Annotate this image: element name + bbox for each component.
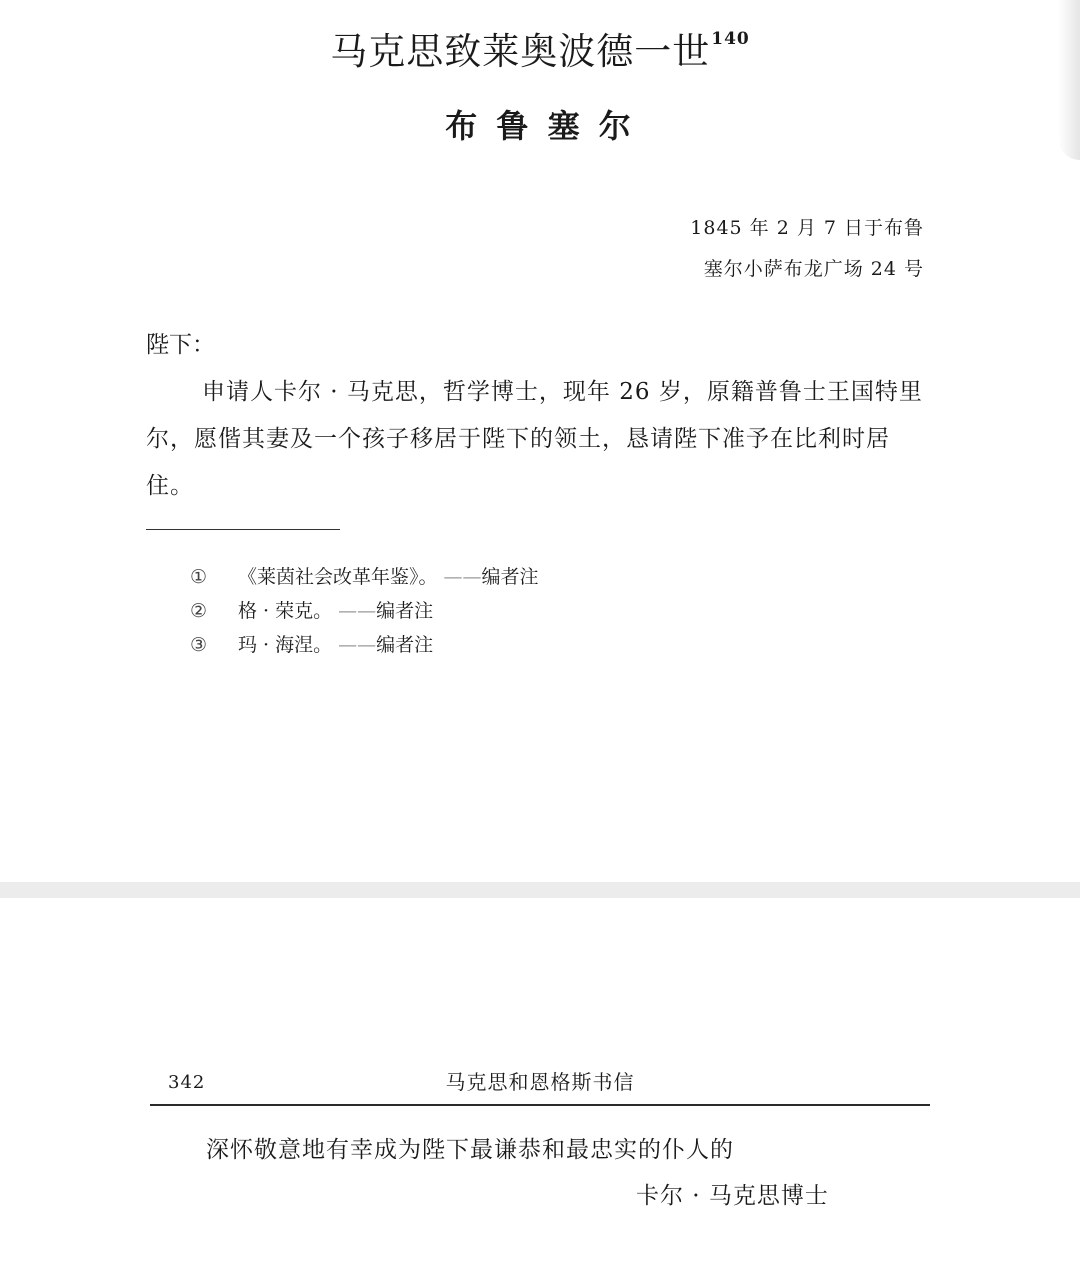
- footnote-text: 《莱茵社会改革年鉴》。: [238, 566, 438, 588]
- letter-signature: 卡尔 · 马克思博士: [636, 1183, 829, 1209]
- salutation: 陛下：: [146, 332, 215, 358]
- dateline-address: 塞尔小萨布龙广场 24 号: [703, 258, 924, 280]
- footnote-marker: ①: [190, 566, 208, 588]
- letter-place: 布 鲁 塞 尔: [445, 107, 635, 145]
- footnote-item: [190, 594, 539, 628]
- page-number: 342: [168, 1072, 206, 1093]
- footnote-marker: ②: [190, 600, 208, 622]
- running-head: 马克思和恩格斯书信: [445, 1070, 635, 1094]
- title-note-number: 140: [711, 29, 750, 49]
- footnote-divider: [146, 529, 340, 530]
- footnote-text: 格 · 荣克。: [238, 600, 333, 622]
- footnote-item: [190, 628, 539, 662]
- letter-title: [0, 14, 1080, 77]
- footnote-editor-note: —— 编者注: [444, 560, 539, 594]
- dateline-date: 1845 年 2 月 7 日于布鲁: [690, 217, 924, 239]
- footnotes: [190, 560, 539, 662]
- page-separator: [0, 882, 1080, 898]
- footnote-marker: ③: [190, 634, 208, 656]
- header-rule: [150, 1104, 930, 1106]
- footnote-editor-note: —— 编者注: [338, 594, 433, 628]
- footnote-text: 玛 · 海涅。: [238, 634, 333, 656]
- letter-body: 申请人卡尔 · 马克思，哲学博士，现年 26 岁，原籍普鲁士王国特里尔，愿偕其妻及一个孩子移居于陛下的领土，恳请陛下准予在比利时居住。: [146, 379, 923, 499]
- letter-closing: 深怀敬意地有幸成为陛下最谦恭和最忠实的仆人的: [206, 1137, 734, 1163]
- footnote-editor-note: —— 编者注: [338, 628, 433, 662]
- footnote-item: [190, 560, 539, 594]
- letter-title-text: 马克思致莱奥波德一世: [330, 30, 711, 73]
